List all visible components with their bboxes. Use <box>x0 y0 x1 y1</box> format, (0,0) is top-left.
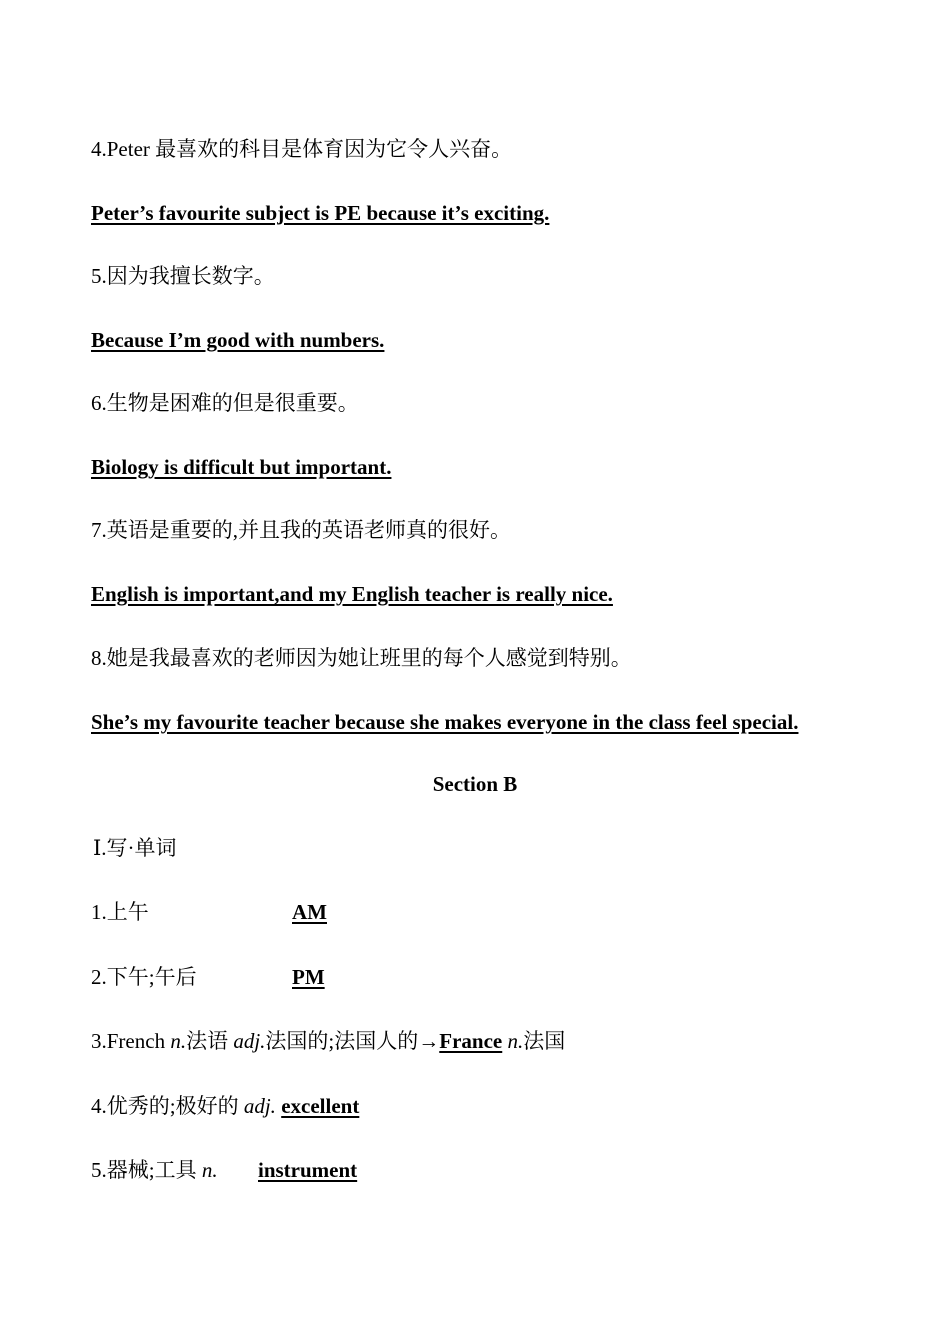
sentence-5-prompt: 5.因为我擅长数字。 <box>91 264 275 288</box>
word-3 <box>91 1028 565 1054</box>
word-3-prompt: 3.French <box>91 1029 171 1053</box>
sentence-6-prompt: 6.生物是困难的但是很重要。 <box>91 391 359 415</box>
word-2 <box>91 964 325 990</box>
word-3-pos-n-2: n. <box>507 1029 524 1053</box>
word-3-answer: France <box>439 1029 503 1053</box>
word-4-answer: excellent <box>281 1094 360 1118</box>
sentence-6-answer: Biology is difficult but important. <box>91 455 392 479</box>
word-3-meaning: 法语 <box>186 1029 234 1053</box>
word-5-answer: instrument <box>258 1158 358 1182</box>
word-5-prompt: 5.器械;工具 <box>91 1158 202 1182</box>
word-4-pos: adj. <box>243 1094 276 1118</box>
sentence-8-prompt: 8.她是我最喜欢的老师因为她让班里的每个人感觉到特别。 <box>91 646 632 670</box>
word-2-prompt: 2.下午;午后 <box>91 965 197 989</box>
word-3-pos-n: n. <box>170 1029 187 1053</box>
word-3-meaning-2: 法国的;法国人的→ <box>265 1029 440 1053</box>
word-5-pos: n. <box>201 1158 218 1182</box>
section-title: Section B <box>432 772 518 796</box>
part-title: Ⅰ.写·单词 <box>93 836 177 860</box>
word-4-prompt: 4.优秀的;极好的 <box>91 1094 244 1118</box>
sentence-4-answer: Peter’s favourite subject is PE because it’s exciting. <box>91 201 550 225</box>
sentence-4-prompt: 4.Peter 最喜欢的科目是体育因为它令人兴奋。 <box>91 137 513 161</box>
sentence-5-answer: Because I’m good with numbers. <box>91 328 385 352</box>
sentence-7-prompt: 7.英语是重要的,并且我的英语老师真的很好。 <box>91 518 511 542</box>
word-5 <box>91 1157 358 1183</box>
word-3-pos-adj: adj. <box>233 1029 266 1053</box>
sentence-8-answer: She’s my favourite teacher because she makes everyone in the class feel special. <box>91 710 799 734</box>
word-1 <box>91 899 327 925</box>
word-4 <box>91 1093 359 1119</box>
sentence-7-answer: English is important,and my English teacher is really nice. <box>91 582 613 606</box>
word-3-meaning-3: 法国 <box>523 1029 566 1053</box>
word-2-answer: PM <box>292 965 325 989</box>
word-1-prompt: 1.上午 <box>91 900 149 924</box>
word-1-answer: AM <box>292 900 327 924</box>
